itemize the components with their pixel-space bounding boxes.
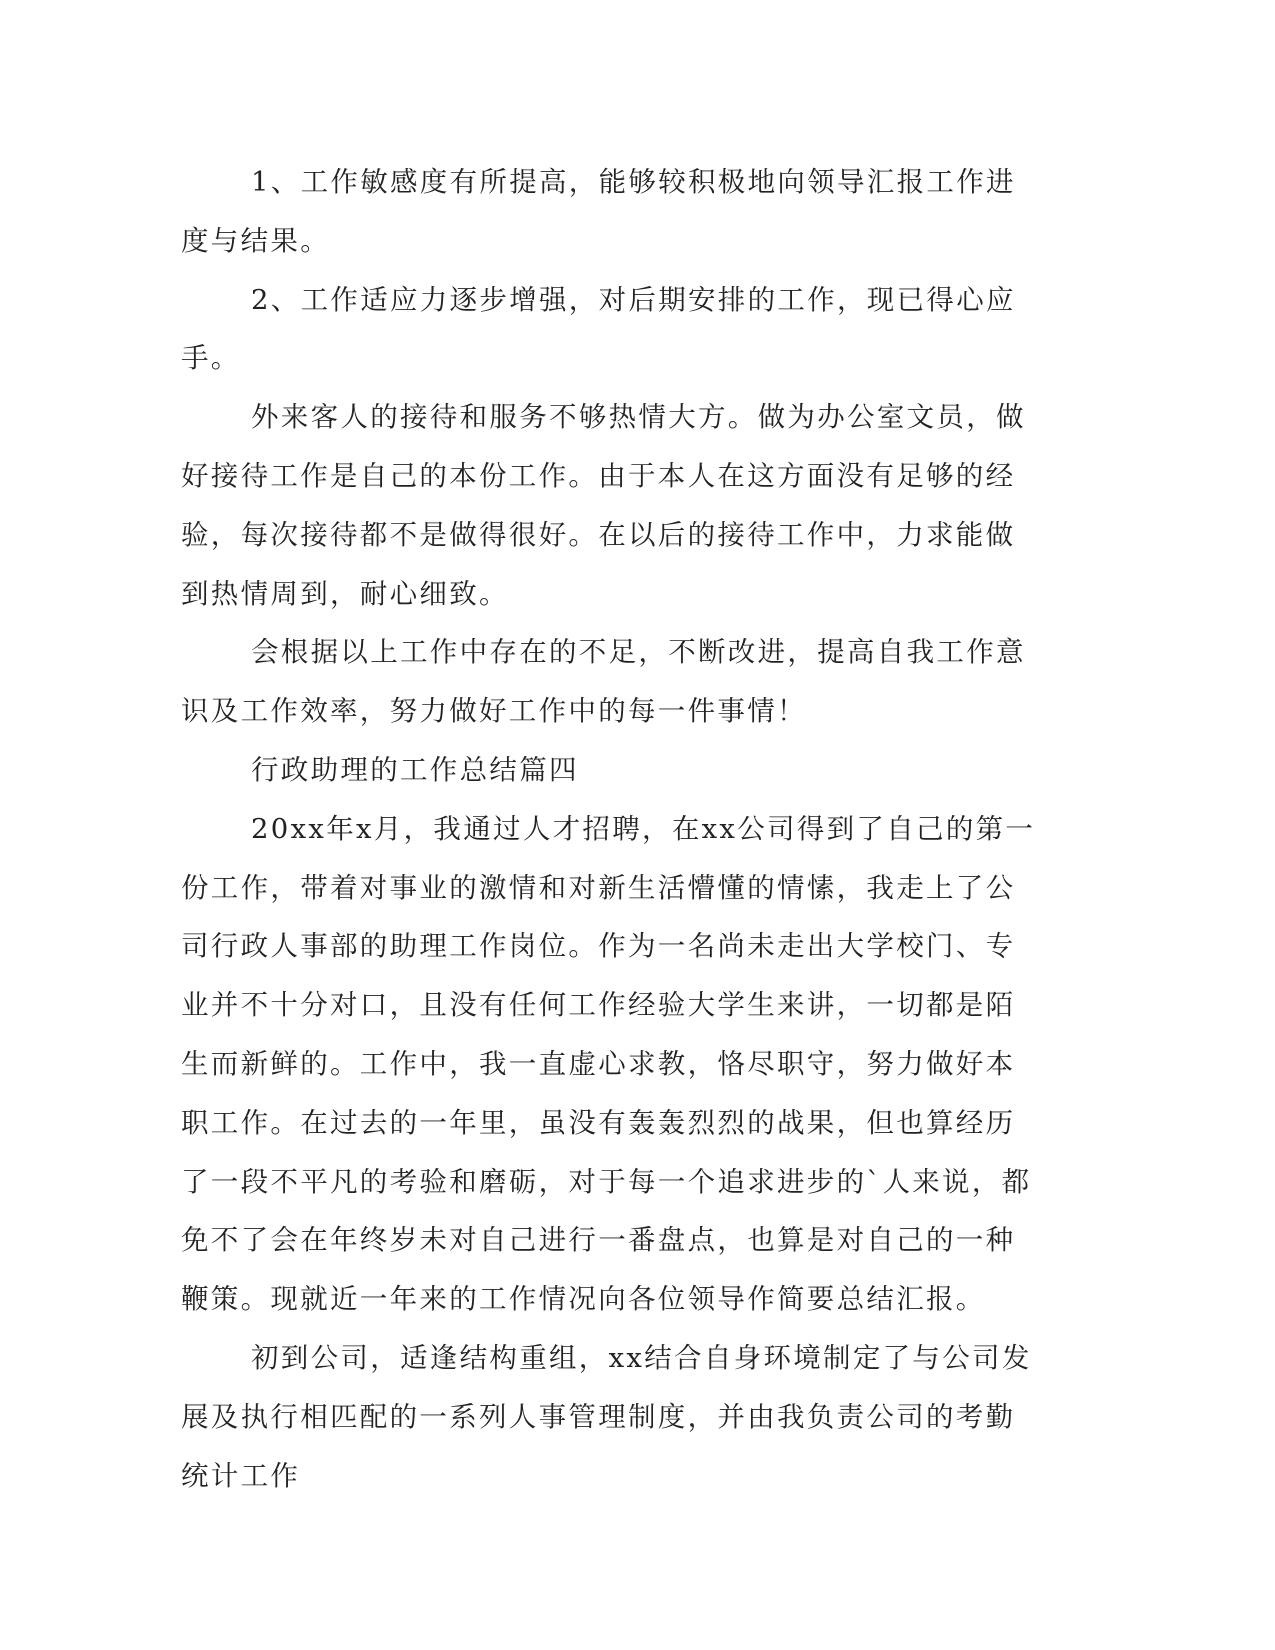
paragraph-3: 外来客人的接待和服务不够热情大方。做为办公室文员，做好接待工作是自己的本份工作。由于本人在这方面没有足够的经验，每次接待都不是做得很好。在以后的接待工作中，力求能做到热情周到，耐心细致。 (181, 401, 1026, 610)
paragraph-2: 2、工作适应力逐步增强，对后期安排的工作，现已得心应手。 (181, 283, 1016, 375)
paragraph-5: 20xx年x月，我通过人才招聘，在xx公司得到了自己的第一份工作，带着对事业的激情和对新生活懵懂的情愫，我走上了公司行政人事部的助理工作岗位。作为一名尚未走出大学校门、专业并不十分对口，且没有任何工作经验大学生来讲，一切都是陌生而新鲜的。工作中，我一直虚心求教，恪尽职守，努力做好本职工作。在过去的一年里，虽没有轰轰烈烈的战果，但也算经历了一段不平凡的考验和磨砺，对于每一个追求进步的`人来说，都免不了会在年终岁未对自己进行一番盘点，也算是对自己的一种鞭策。现就近一年来的工作情况向各位领导作简要总结汇报。 (181, 812, 1036, 1316)
document-body (181, 153, 1041, 1505)
section-heading: 行政助理的工作总结篇四 (251, 753, 579, 786)
paragraph-6: 初到公司，适逢结构重组，xx结合自身环境制定了与公司发展及执行相匹配的一系列人事管理制度，并由我负责公司的考勤统计工作 (181, 1341, 1032, 1492)
paragraph-4: 会根据以上工作中存在的不足，不断改进，提高自我工作意识及工作效率，努力做好工作中的每一件事情！ (181, 636, 1026, 728)
paragraph-1: 1、工作敏感度有所提高，能够较积极地向领导汇报工作进度与结果。 (181, 166, 1016, 257)
